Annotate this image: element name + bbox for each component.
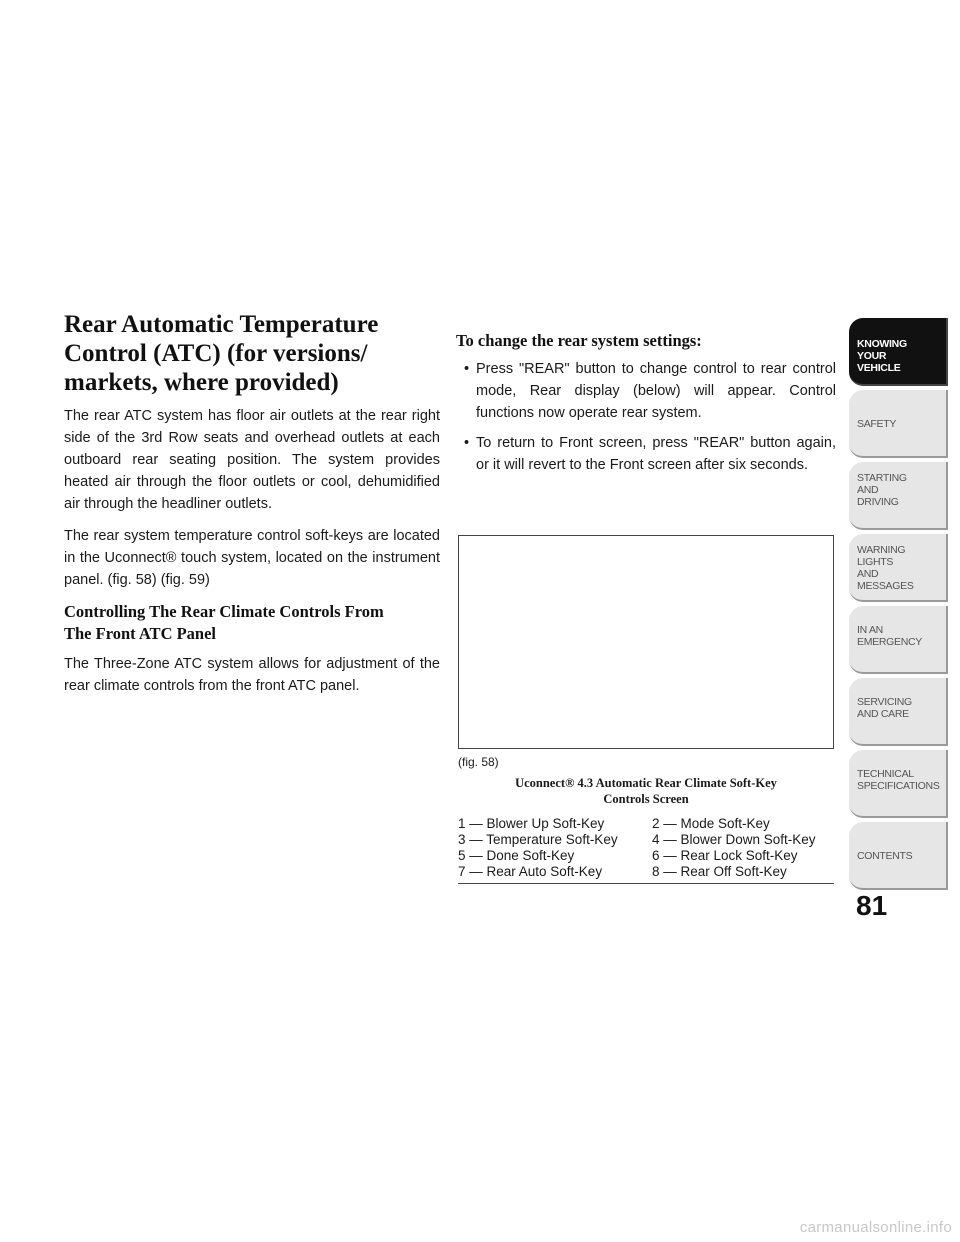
legend-item: 7 — Rear Auto Soft-Key xyxy=(458,864,603,879)
right-column xyxy=(456,330,836,484)
tab-starting-and-driving[interactable]: STARTING AND DRIVING xyxy=(849,462,948,530)
legend-item: 1 — Blower Up Soft-Key xyxy=(458,816,605,831)
legend-item: 6 — Rear Lock Soft-Key xyxy=(652,848,798,863)
section-title: Rear Automatic Temperature Control (ATC) (for versions/ markets, where provided) xyxy=(64,311,379,396)
softkey-paragraph: The rear system temperature control soft-keys are located in the Uconnect® touch system, located on the instrument panel. (fig. 58) (fig. 59) xyxy=(64,528,440,588)
tab-safety[interactable]: SAFETY xyxy=(849,390,948,458)
legend-item: 2 — Mode Soft-Key xyxy=(652,816,770,831)
left-column xyxy=(64,310,440,707)
intro-paragraph: The rear ATC system has floor air outlets at the rear right side of the 3rd Row seats and overhead outlets at each outboard rear seating position. The system provides heated air through the floor outlets or cool, dehumidified air through the headliner outlets. xyxy=(64,408,440,512)
figure-58-image-frame xyxy=(458,535,834,749)
list-item: • To return to Front screen, press "REAR" button again, or it will revert to the Front screen after six seconds. xyxy=(456,432,836,476)
list-item: • Press "REAR" button to change control to rear control mode, Rear display (below) will appear. Control functions now operate rear system. xyxy=(456,358,836,424)
rear-settings-list xyxy=(456,358,836,476)
legend-item: 5 — Done Soft-Key xyxy=(458,848,575,863)
tab-knowing-your-vehicle[interactable]: KNOWING YOUR VEHICLE xyxy=(849,318,948,386)
watermark: carmanualsonline.info xyxy=(799,1219,952,1236)
tab-technical-specifications[interactable]: TECHNICAL SPECIFICATIONS xyxy=(849,750,948,818)
figure-legend xyxy=(458,816,834,884)
subheading: Controlling The Rear Climate Controls From The Front ATC Panel xyxy=(64,602,384,643)
tab-warning-lights-and-messages[interactable]: WARNING LIGHTS AND MESSAGES xyxy=(849,534,948,602)
page-number: 81 xyxy=(856,890,888,921)
legend-item: 8 — Rear Off Soft-Key xyxy=(652,864,787,879)
legend-item: 3 — Temperature Soft-Key xyxy=(458,832,618,847)
tab-in-an-emergency[interactable]: IN AN EMERGENCY xyxy=(849,606,948,674)
chapter-tabs xyxy=(849,318,948,894)
tab-contents[interactable]: CONTENTS xyxy=(849,822,948,890)
legend-item: 4 — Blower Down Soft-Key xyxy=(652,832,816,847)
rear-settings-heading: To change the rear system settings: xyxy=(456,331,702,350)
tab-servicing-and-care[interactable]: SERVICING AND CARE xyxy=(849,678,948,746)
figure-caption: Uconnect® 4.3 Automatic Rear Climate Soft-Key Controls Screen xyxy=(515,776,777,806)
three-zone-paragraph: The Three-Zone ATC system allows for adjustment of the rear climate controls from the front ATC panel. xyxy=(64,656,440,694)
figure-label: (fig. 58) xyxy=(458,755,499,769)
